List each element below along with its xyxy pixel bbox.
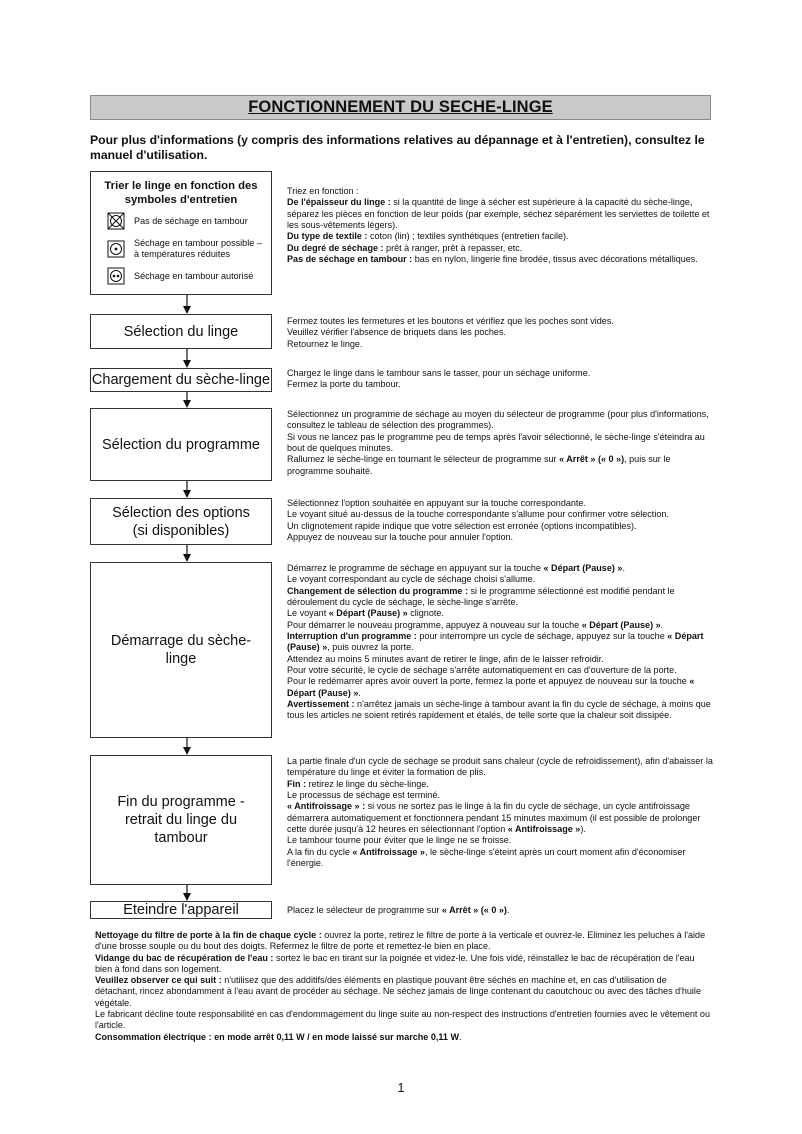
bold-text: « Antifroissage » : [287, 801, 366, 812]
paragraph [95, 975, 710, 1009]
bold-text: Pas de séchage en tambour : [287, 254, 413, 265]
text: Pour le redémarrer après avoir ouvert la porte, fermez la porte et appuyez de nouveau sur la touche [287, 676, 690, 687]
paragraph [287, 654, 717, 665]
text: A la fin du cycle [287, 846, 353, 857]
paragraph [287, 316, 717, 327]
paragraph [287, 368, 717, 379]
step-label: Fin du programme - retrait du linge du tambour [117, 794, 245, 846]
tumble-dry-low-icon [107, 240, 125, 258]
paragraph [95, 1032, 710, 1043]
text: . [459, 1031, 462, 1042]
bold-text: « Départ (Pause) » [287, 676, 695, 698]
bold-text: Du degré de séchage : [287, 242, 384, 253]
text: prêt à ranger, prêt à repasser, etc. [383, 242, 523, 253]
bottom-notes [95, 930, 710, 1043]
page-title: FONCTIONNEMENT DU SECHE-LINGE [248, 98, 553, 116]
bold-text: « Arrêt » (« 0 ») [441, 905, 507, 915]
paragraph [287, 801, 717, 835]
paragraph [287, 905, 717, 916]
bold-text: Avertissement : [287, 699, 355, 710]
step-label: Chargement du sèche-linge [91, 372, 271, 388]
down-arrow-icon [181, 885, 193, 901]
page-number: 1 [397, 1081, 405, 1095]
paragraph [287, 790, 717, 801]
down-arrow-icon [181, 295, 193, 314]
paragraph [287, 620, 717, 631]
bold-text: « Antifroissage » [352, 846, 425, 857]
bold-text: Fin : [287, 778, 307, 789]
bold-text: « Départ (Pause) » [287, 631, 704, 653]
paragraph [287, 231, 717, 242]
text: pour interrompre un cycle de séchage, appuyez sur la touche [416, 631, 668, 642]
paragraph [287, 379, 717, 390]
text: Sélectionnez un programme de séchage au moyen du sélecteur de programme (pour plus d'informations, consultez le tableau de sélection des programmes). [287, 409, 709, 431]
no-tumble-dry-icon [107, 212, 125, 230]
bold-text: « Départ (Pause) » [543, 563, 623, 573]
text: La partie finale d'un cycle de séchage se produit sans chaleur (cycle de refroidissement), afin d'abaisser la température du linge et éviter la formation de plis. [287, 756, 713, 778]
text: , le sèche-linge s'éteint après un court moment afin d'économiser l'énergie. [287, 846, 686, 869]
bold-text: Nettoyage du filtre de porte à la fin de chaque cycle : [95, 930, 322, 940]
text: coton (lin) ; textiles synthétiques (entretien facile). [367, 231, 569, 242]
paragraph [287, 432, 717, 455]
step-box-off [90, 901, 272, 919]
symbol-label: Pas de séchage en tambour [134, 215, 248, 226]
step-label: Sélection du programme [102, 436, 260, 453]
text: ). [580, 824, 586, 835]
paragraph [287, 586, 717, 609]
paragraph [287, 498, 717, 509]
paragraph [287, 631, 717, 654]
text: Attendez au moins 5 minutes avant de retirer le linge, afin de le laisser refroidir. [287, 653, 604, 664]
text: clignote. [407, 608, 444, 619]
program-description [287, 409, 717, 477]
end-description [287, 756, 717, 869]
paragraph [287, 608, 717, 619]
sort-box [90, 171, 272, 295]
bold-text: Consommation électrique : en mode arrêt 0,11 W / en mode laissé sur marche 0,11 W [95, 1031, 460, 1042]
paragraph [287, 254, 717, 265]
symbol-label: Séchage en tambour possible – à températures réduites [134, 238, 262, 259]
paragraph [95, 1009, 710, 1032]
paragraph [287, 409, 717, 432]
text: Le voyant [287, 608, 329, 619]
bold-text: « Antifroissage » [507, 824, 581, 835]
loading-description [287, 368, 717, 391]
step-box-loading [90, 368, 272, 392]
text: Si vous ne lancez pas le programme peu de temps après l'avoir sélectionné, le sèche-linge s'éteindra au bout de quelques minutes. [287, 431, 705, 454]
step-label: Démarrage du sèche-linge [110, 633, 252, 667]
text: Le voyant situé au-dessus de la touche correspondante s'allume pour confirmer votre sélection. [287, 509, 669, 520]
text: si la quantité de linge à sécher est supérieure à la capacité du sèche-linge, séparez les pièces en fonction de leur poids (par exemple, séchez séparément les serviettes de toilette et les sous-vêtements légers). [287, 197, 710, 231]
text: . [622, 563, 625, 573]
text: n'utilisez que des additifs/des éléments en plastique pouvant être séchés en machine et, en cas d'utilisation de détachant, rincez abondamment à l'eau avant de procéder au séchage. Ne séchez jamais de linge contenant du caoutchouc ou avec des tâches d'huile végétale. [95, 975, 701, 1008]
paragraph [287, 327, 717, 338]
symbol-row [95, 238, 267, 259]
sort-box-title: Trier le linge en fonction des symboles d'entretien [104, 180, 258, 206]
symbol-row [95, 267, 267, 285]
step-box-end [90, 755, 272, 885]
paragraph [287, 243, 717, 254]
text: Chargez le linge dans le tambour sans le tasser, pour un séchage uniforme. [287, 368, 591, 378]
down-arrow-icon [181, 738, 193, 755]
paragraph [287, 339, 717, 350]
off-description [287, 905, 717, 916]
text: . [506, 905, 510, 915]
text: Le tambour tourne pour éviter que le linge ne se froisse. [287, 835, 512, 846]
text: bas en nylon, lingerie fine brodée, tissus avec décorations métalliques. [412, 254, 698, 265]
paragraph [287, 509, 717, 520]
text: , puis ouvrez la porte. [327, 642, 414, 653]
text: Pour démarrer le nouveau programme, appuyez à nouveau sur la touche [287, 619, 582, 630]
paragraph [287, 197, 717, 231]
page-title-bar [90, 95, 711, 120]
tumble-dry-normal-icon [107, 267, 125, 285]
text: Le fabricant décline toute responsabilité en cas d'endommagement du linge suite au non-respect des instructions d'entretien fournies avec le vêtement ou l'article. [95, 1009, 710, 1031]
down-arrow-icon [181, 545, 193, 562]
bold-text: Changement de sélection du programme : [287, 585, 468, 596]
down-arrow-icon [181, 349, 193, 368]
paragraph [95, 930, 710, 953]
text: , puis sur le programme souhaité. [287, 454, 671, 476]
text: Le voyant correspondant au cycle de séchage choisi s'allume. [287, 574, 536, 585]
text: . [660, 619, 664, 630]
bold-text: « Départ (Pause) » [328, 608, 408, 619]
step-box-program [90, 408, 272, 481]
bold-text: Du type de textile : [287, 231, 368, 242]
paragraph [287, 532, 717, 543]
paragraph [287, 186, 717, 197]
text: si le programme sélectionné est modifié pendant le déroulement du cycle de séchage, le sèche-linge s'arrête. [287, 585, 675, 608]
text: Sélectionnez l'option souhaitée en appuyant sur la touche correspondante. [287, 498, 586, 508]
text: Retournez le linge. [287, 338, 363, 349]
selection-description [287, 316, 717, 350]
text: Placez le sélecteur de programme sur [287, 905, 442, 915]
text: retirez le linge du sèche-linge. [306, 778, 429, 789]
paragraph [287, 521, 717, 532]
bold-text: De l'épaisseur du linge : [287, 197, 391, 208]
text: n'arrêtez jamais un sèche-linge à tambour avant la fin du cycle de séchage, à moins que tous les articles ne soient retirés rapidement et étalés, de telle sorte que la chaleur soit dissipée. [287, 699, 711, 721]
intro-text: Pour plus d'informations (y compris des informations relatives au dépannage et à l'entretien), consultez le manuel d'utilisation. [90, 133, 705, 162]
bold-text: Vidange du bac de récupération de l'eau : [95, 952, 274, 963]
step-label: Eteindre l'appareil [123, 902, 239, 918]
text: Triez en fonction : [287, 186, 359, 196]
text: Démarrez le programme de séchage en appuyant sur la touche [287, 563, 544, 573]
text: Un clignotement rapide indique que votre sélection est erronée (options incompatibles). [287, 520, 637, 531]
paragraph [287, 563, 717, 574]
paragraph [287, 835, 717, 846]
paragraph [287, 756, 717, 779]
sort-description [287, 186, 717, 265]
symbol-label: Séchage en tambour autorisé [134, 270, 254, 281]
symbol-row [95, 212, 267, 230]
paragraph [287, 574, 717, 585]
down-arrow-icon [181, 392, 193, 408]
text: Le processus de séchage est terminé. [287, 790, 440, 801]
text: Rallumez le sèche-linge en tournant le sélecteur de programme sur [287, 454, 560, 465]
text: sortez le bac en tirant sur la poignée et videz-le. Une fois vidé, réinstallez le bac de récupération de l'eau bien à fond dans son logement. [95, 952, 695, 974]
paragraph [287, 454, 717, 477]
start-description [287, 563, 717, 722]
paragraph [287, 779, 717, 790]
text: . [358, 687, 361, 698]
paragraph [287, 847, 717, 870]
bold-text: Veuillez observer ce qui suit : [95, 975, 222, 986]
text: Pour votre sécurité, le cycle de séchage s'arrête automatiquement en cas d'ouverture de la porte. [287, 665, 677, 676]
step-box-start [90, 562, 272, 738]
bold-text: « Départ (Pause) » [581, 619, 661, 630]
paragraph [287, 665, 717, 676]
bold-text: « Arrêt » (« 0 ») [559, 454, 625, 465]
down-arrow-icon [181, 481, 193, 498]
text: Fermez la porte du tambour. [287, 379, 401, 390]
text: si vous ne sortez pas le linge à la fin du cycle de séchage, un cycle antifroissage démarrera automatiquement et fonctionnera pendant 15 minutes maximum (il est possible de prolonger cette durée jusqu'à 12 heures en sélectionnant l'option [287, 801, 701, 835]
text: Veuillez vérifier l'absence de briquets dans les poches. [287, 327, 506, 338]
step-box-options [90, 498, 272, 545]
step-box-selection [90, 314, 272, 349]
paragraph [287, 676, 717, 699]
text: ouvrez la porte, retirez le filtre de porte à la verticale et ouvrez-le. Eliminez les peluches à l'aide d'une brosse souple ou du bout des doigts. Refermez le filtre de porte et remettez-le bien en place. [95, 930, 706, 952]
bold-text: Interruption d'un programme : [287, 631, 417, 642]
paragraph [95, 953, 710, 976]
options-description [287, 498, 717, 543]
text: Appuyez de nouveau sur la touche pour annuler l'option. [287, 532, 514, 543]
text: Fermez toutes les fermetures et les boutons et vérifiez que les poches sont vides. [287, 316, 614, 326]
step-label: Sélection des options (si disponibles) [112, 504, 250, 539]
step-label: Sélection du linge [123, 323, 239, 340]
paragraph [287, 699, 717, 722]
